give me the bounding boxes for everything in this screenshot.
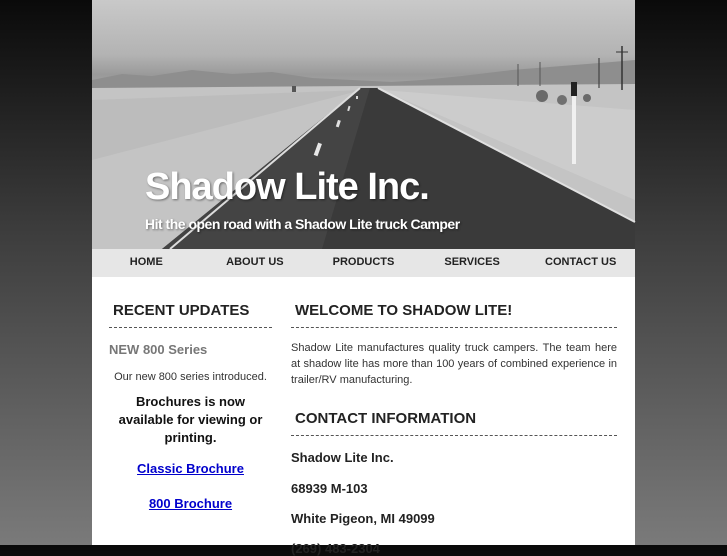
page-container bbox=[92, 0, 635, 556]
main-content bbox=[291, 298, 617, 556]
nav-item-home[interactable]: HOME bbox=[129, 256, 163, 268]
sidebar-heading: RECENT UPDATES bbox=[109, 298, 272, 328]
header-banner bbox=[92, 0, 635, 249]
classic-brochure-link[interactable]: Classic Brochure bbox=[137, 461, 244, 476]
welcome-text: Shadow Lite manufactures quality truck campers. The team here at shadow lite has more than 100 years of combined experience in trailer/RV manufacturing. bbox=[291, 342, 617, 386]
update-text: Our new 800 series introduced. bbox=[114, 371, 267, 383]
nav-item-products[interactable]: PRODUCTS bbox=[332, 256, 395, 268]
sidebar bbox=[109, 298, 272, 511]
contact-street: 68939 M-103 bbox=[291, 481, 368, 496]
road-photo bbox=[92, 0, 635, 249]
contact-company: Shadow Lite Inc. bbox=[291, 450, 394, 465]
nav-item-contact-us[interactable]: CONTACT US bbox=[545, 256, 617, 268]
800-brochure-link[interactable]: 800 Brochure bbox=[148, 496, 233, 511]
main-nav bbox=[92, 249, 635, 277]
nav-item-services[interactable]: SERVICES bbox=[444, 256, 500, 268]
site-tagline: Hit the open road with a Shadow Lite truck Camper bbox=[145, 216, 460, 232]
brochure-note: Brochures is now available for viewing or printing. bbox=[118, 394, 263, 445]
update-title: NEW 800 Series bbox=[109, 342, 208, 357]
contact-city: White Pigeon, MI 49099 bbox=[291, 511, 435, 526]
contact-phone: (269) 483-2304 bbox=[291, 541, 380, 556]
welcome-heading: WELCOME TO SHADOW LITE! bbox=[291, 298, 617, 328]
nav-item-about-us[interactable]: ABOUT US bbox=[226, 256, 284, 268]
contact-heading: CONTACT INFORMATION bbox=[291, 406, 617, 436]
site-title: Shadow Lite Inc. bbox=[145, 166, 429, 208]
